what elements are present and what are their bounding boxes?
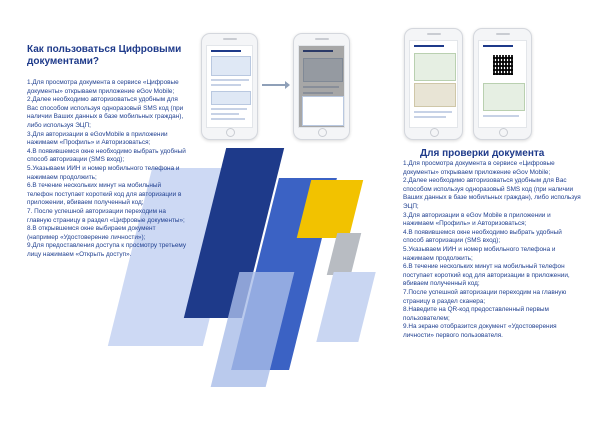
right-step-8: 8.Наведите на QR-код предоставленный первым пользователем; xyxy=(403,306,549,322)
left-steps-list xyxy=(27,79,187,259)
phone-mockup-1 xyxy=(201,33,258,140)
left-step-7: 7. После успешной авторизации переходим на главную страницу в раздел «Цифровые документы»; xyxy=(27,207,185,224)
phone-screen xyxy=(478,40,527,128)
left-step-8: 8.В открывшемся окне выбираем документ (например «Удостоверение личности»); xyxy=(27,225,156,241)
right-step-3: 3.Для авторизации в eGov Mobile в приложении и нажимаем «Профиль» и Авторизоваться; xyxy=(403,211,551,228)
left-step-3: 3.Для авторизации в eGovMobile в приложении нажимаем «Профиль» и Авторизоваться; xyxy=(27,130,168,147)
phone-screen xyxy=(298,45,345,128)
arrow-right-icon xyxy=(262,84,286,86)
left-step-6: 6.В течение нескольких минут на мобильный телефон поступает короткий код для авторизации в приложении, вбиваем полученный код; xyxy=(27,182,182,207)
phone-mockup-3 xyxy=(404,28,463,140)
right-steps-list xyxy=(403,160,583,340)
right-step-1: 1.Для просмотра документа в сервисе «Цифровые документы» открываем приложение eGov Mobile; xyxy=(403,160,555,176)
phone-screen xyxy=(206,45,253,128)
left-step-2: 2.Далее необходимо авторизоваться удобным для Вас способом используя одноразовый SMS код (при наличии Ваших данных в базе мобильных граждан), либо используя ЭЦП; xyxy=(27,96,184,129)
phone-speaker-icon xyxy=(496,33,510,35)
phone-home-button-icon xyxy=(318,128,327,137)
right-step-5: 5.Указываем ИИН и номер мобильного телефона и нажимаем продолжить; xyxy=(403,245,556,262)
right-step-7: 7.После успешной авторизации переходим на главную страницу в раздел сканера; xyxy=(403,288,567,305)
right-title: Для проверки документа xyxy=(420,148,545,159)
left-step-4: 4.В появившемся окне необходимо выбрать удобный способ авторизации (SMS вход); xyxy=(27,147,186,164)
deco-shape-lightblue-right xyxy=(316,272,375,342)
right-step-6: 6.В течение нескольких минут на мобильный телефон поступает короткий код для авторизации в приложении, вбиваем полученный код; xyxy=(403,263,570,288)
phone-speaker-icon xyxy=(315,38,329,40)
phone-home-button-icon xyxy=(499,128,508,137)
left-step-5: 5.Указываем ИИН и номер мобильного телефона и нажимаем продолжить; xyxy=(27,164,180,181)
left-title: Как пользоваться Цифровыми документами? xyxy=(27,44,182,67)
phone-home-button-icon xyxy=(430,128,439,137)
right-step-9: 9.На экране отобразится документ «Удостоверения личности» первого пользователя. xyxy=(403,323,557,339)
phone-screen xyxy=(409,40,458,128)
right-step-2: 2.Далее необходимо авторизоваться удобным для Вас способом используя одноразовый SMS код (при наличии Ваших данных в базе мобильных граждан), либо используя ЭЦП; xyxy=(403,177,581,210)
right-step-4: 4.В появившемся окне необходимо выбрать удобный способ авторизации (SMS вход); xyxy=(403,228,562,245)
left-step-9: 9.Для предоставления доступа к просмотру третьему лицу нажимаем «Открыть доступ». xyxy=(27,242,187,258)
phone-mockup-2 xyxy=(293,33,350,140)
phone-home-button-icon xyxy=(226,128,235,137)
phone-mockup-4 xyxy=(473,28,532,140)
qr-code-icon xyxy=(493,55,513,75)
phone-speaker-icon xyxy=(427,33,441,35)
left-step-1: 1.Для просмотра документа в сервисе «Цифровые документы» открываем приложение eGov Mobile; xyxy=(27,79,179,95)
deco-shape-gray xyxy=(327,233,361,275)
phone-speaker-icon xyxy=(223,38,237,40)
